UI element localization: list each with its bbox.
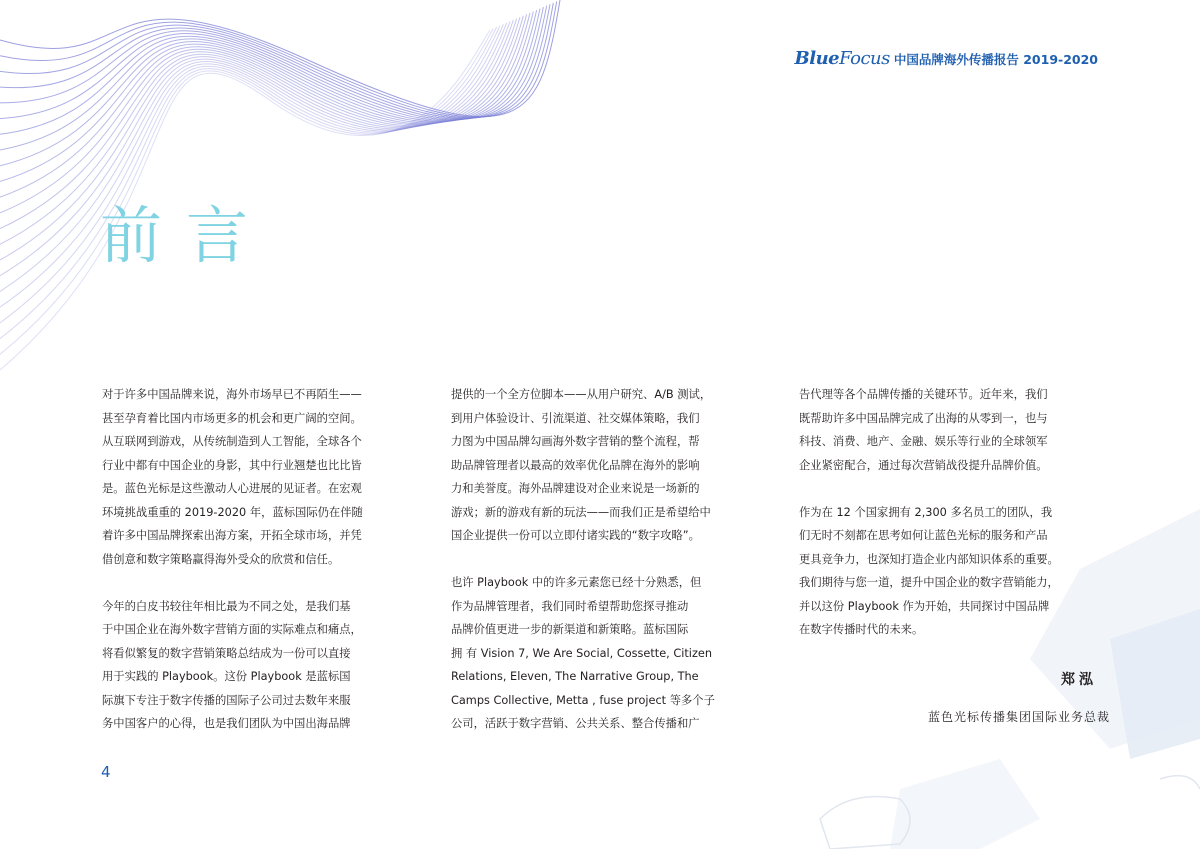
text-line: 将看似繁复的数字营销策略总结成为一份可以直接 xyxy=(102,646,351,660)
text-line: 从互联网到游戏，从传统制造到人工智能，全球各个 xyxy=(102,435,362,448)
signature-name: 郑泓 xyxy=(1061,672,1097,688)
text-line: 在数字传播时代的未来。 xyxy=(799,623,924,636)
text-line: 力和美誉度。海外品牌建设对企业来说是一场新的 xyxy=(451,482,700,495)
text-column-3 xyxy=(799,383,1099,665)
paragraph xyxy=(799,383,1099,477)
text-line: 际旗下专注于数字传播的国际子公司过去数年来服 xyxy=(102,693,351,707)
text-line: 们无时不刻都在思考如何让蓝色光标的服务和产品 xyxy=(799,529,1048,542)
text-line: 用于实践的 Playbook。这份 Playbook 是蓝标国 xyxy=(102,670,351,683)
paragraph xyxy=(799,501,1099,642)
text-line: 是。蓝色光标是这些激动人心进展的见证者。在宏观 xyxy=(102,482,362,495)
text-line: 环境挑战重重的 2019-2020 年，蓝标国际仍在伴随 xyxy=(102,505,363,519)
text-line: 游戏；新的游戏有新的玩法——而我们正是希望给中 xyxy=(451,505,711,519)
text-column-2 xyxy=(451,383,751,759)
text-line: 于中国企业在海外数字营销方面的实际难点和痛点， xyxy=(102,623,362,636)
text-line: 公司，活跃于数字营销、公共关系、整合传播和广 xyxy=(451,717,700,730)
page-number: 4 xyxy=(101,763,111,781)
text-line: 借创意和数字策略赢得海外受众的欣赏和信任。 xyxy=(102,552,340,566)
text-line: 科技、消费、地产、金融、娱乐等行业的全球领军 xyxy=(799,435,1048,448)
text-line: Camps Collective, Metta , fuse project 等多个子 xyxy=(451,693,715,707)
text-line: 我们期待与您一道，提升中国企业的数字营销能力， xyxy=(799,576,1059,589)
text-line: Relations, Eleven, The Narrative Group, The xyxy=(451,670,699,683)
paragraph xyxy=(451,571,751,736)
text-line: 今年的白皮书较往年相比最为不同之处，是我们基 xyxy=(102,599,351,613)
text-line: 并以这份 Playbook 作为开始，共同探讨中国品牌 xyxy=(799,599,1050,613)
text-line: 也许 Playbook 中的许多元素您已经十分熟悉，但 xyxy=(451,576,702,589)
text-line: 作为在 12 个国家拥有 2,300 多名员工的团队，我 xyxy=(799,505,1053,519)
text-line: 告代理等各个品牌传播的关键环节。近年来，我们 xyxy=(799,388,1048,401)
wave-line xyxy=(0,10,537,150)
text-line: 更具竞争力，也深知打造企业内部知识体系的重要。 xyxy=(799,552,1059,566)
page-title: 前言 xyxy=(100,199,273,272)
text-line: 提供的一个全方位脚本——从用户研究、A/B 测试， xyxy=(451,388,712,401)
text-line: 力图为中国品牌勾画海外数字营销的整个流程，帮 xyxy=(451,435,700,448)
text-line: 对于许多中国品牌来说，海外市场早已不再陌生—— xyxy=(102,388,362,401)
text-line: 国企业提供一份可以立即付诸实践的“数字攻略”。 xyxy=(451,529,700,542)
decorative-wave-lines xyxy=(0,0,620,420)
text-line: 拥 有 Vision 7, We Are Social, Cossette, Citizen xyxy=(451,646,712,660)
paragraph xyxy=(102,383,404,571)
text-line: 着许多中国品牌探索出海方案，开拓全球市场，并凭 xyxy=(102,529,362,542)
paragraph xyxy=(102,595,404,736)
paragraph xyxy=(451,383,751,548)
text-line: 企业紧密配合，通过每次营销战役提升品牌价值。 xyxy=(799,458,1048,472)
signature-title: 蓝色光标传播集团国际业务总裁 xyxy=(927,710,1110,724)
text-line: 到用户体验设计、引流渠道、社交媒体策略，我们 xyxy=(451,411,700,425)
text-line: 既帮助许多中国品牌完成了出海的从零到一，也与 xyxy=(799,411,1048,425)
text-line: 甚至孕育着比国内市场更多的机会和更广阔的空间。 xyxy=(102,411,362,425)
text-column-1 xyxy=(102,383,404,759)
report-title: 中国品牌海外传播报告 2019-2020 xyxy=(893,52,1098,67)
text-line: 助品牌管理者以最高的效率优化品牌在海外的影响 xyxy=(451,458,700,472)
text-line: 务中国客户的心得，也是我们团队为中国出海品牌 xyxy=(102,717,351,730)
report-header xyxy=(795,48,1098,69)
text-line: 作为品牌管理者，我们同时希望帮助您探寻推动 xyxy=(451,599,689,613)
text-line: 行业中都有中国企业的身影，其中行业翘楚也比比皆 xyxy=(102,458,362,472)
wave-line xyxy=(0,3,553,118)
bluefocus-logo: BlueFocus xyxy=(794,48,890,69)
text-line: 品牌价值更进一步的新渠道和新策略。蓝标国际 xyxy=(451,623,689,636)
